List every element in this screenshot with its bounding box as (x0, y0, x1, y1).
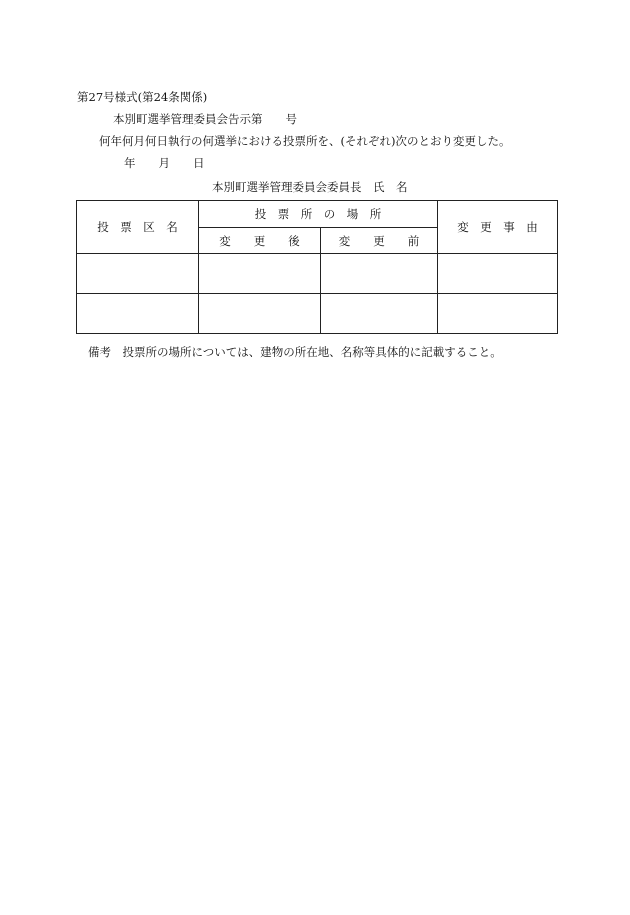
table-row (77, 294, 558, 334)
header-after-change: 変 更 後 (199, 228, 321, 254)
date-line: 年 月 日 (124, 156, 205, 170)
notice-body-text: 何年何月何日執行の何選挙における投票所を、(それぞれ)次のとおり変更した。 (99, 134, 511, 148)
remark-note: 備考 投票所の場所については、建物の所在地、名称等具体的に記載すること。 (88, 345, 502, 359)
cell-reason (438, 294, 558, 334)
header-change-reason: 変 更 事 由 (438, 201, 558, 254)
signature-line: 本別町選挙管理委員会委員長 氏 名 (212, 180, 408, 194)
header-district-name: 投 票 区 名 (77, 201, 199, 254)
cell-after (199, 294, 321, 334)
polling-place-change-table (76, 200, 558, 334)
cell-district (77, 254, 199, 294)
table-row (77, 254, 558, 294)
form-number: 第27号様式(第24条関係) (77, 90, 208, 104)
cell-district (77, 294, 199, 334)
notice-number: 本別町選挙管理委員会告示第 号 (113, 112, 297, 126)
header-polling-location: 投 票 所 の 場 所 (199, 201, 438, 228)
cell-before (321, 294, 438, 334)
cell-before (321, 254, 438, 294)
cell-after (199, 254, 321, 294)
header-before-change: 変 更 前 (321, 228, 438, 254)
cell-reason (438, 254, 558, 294)
